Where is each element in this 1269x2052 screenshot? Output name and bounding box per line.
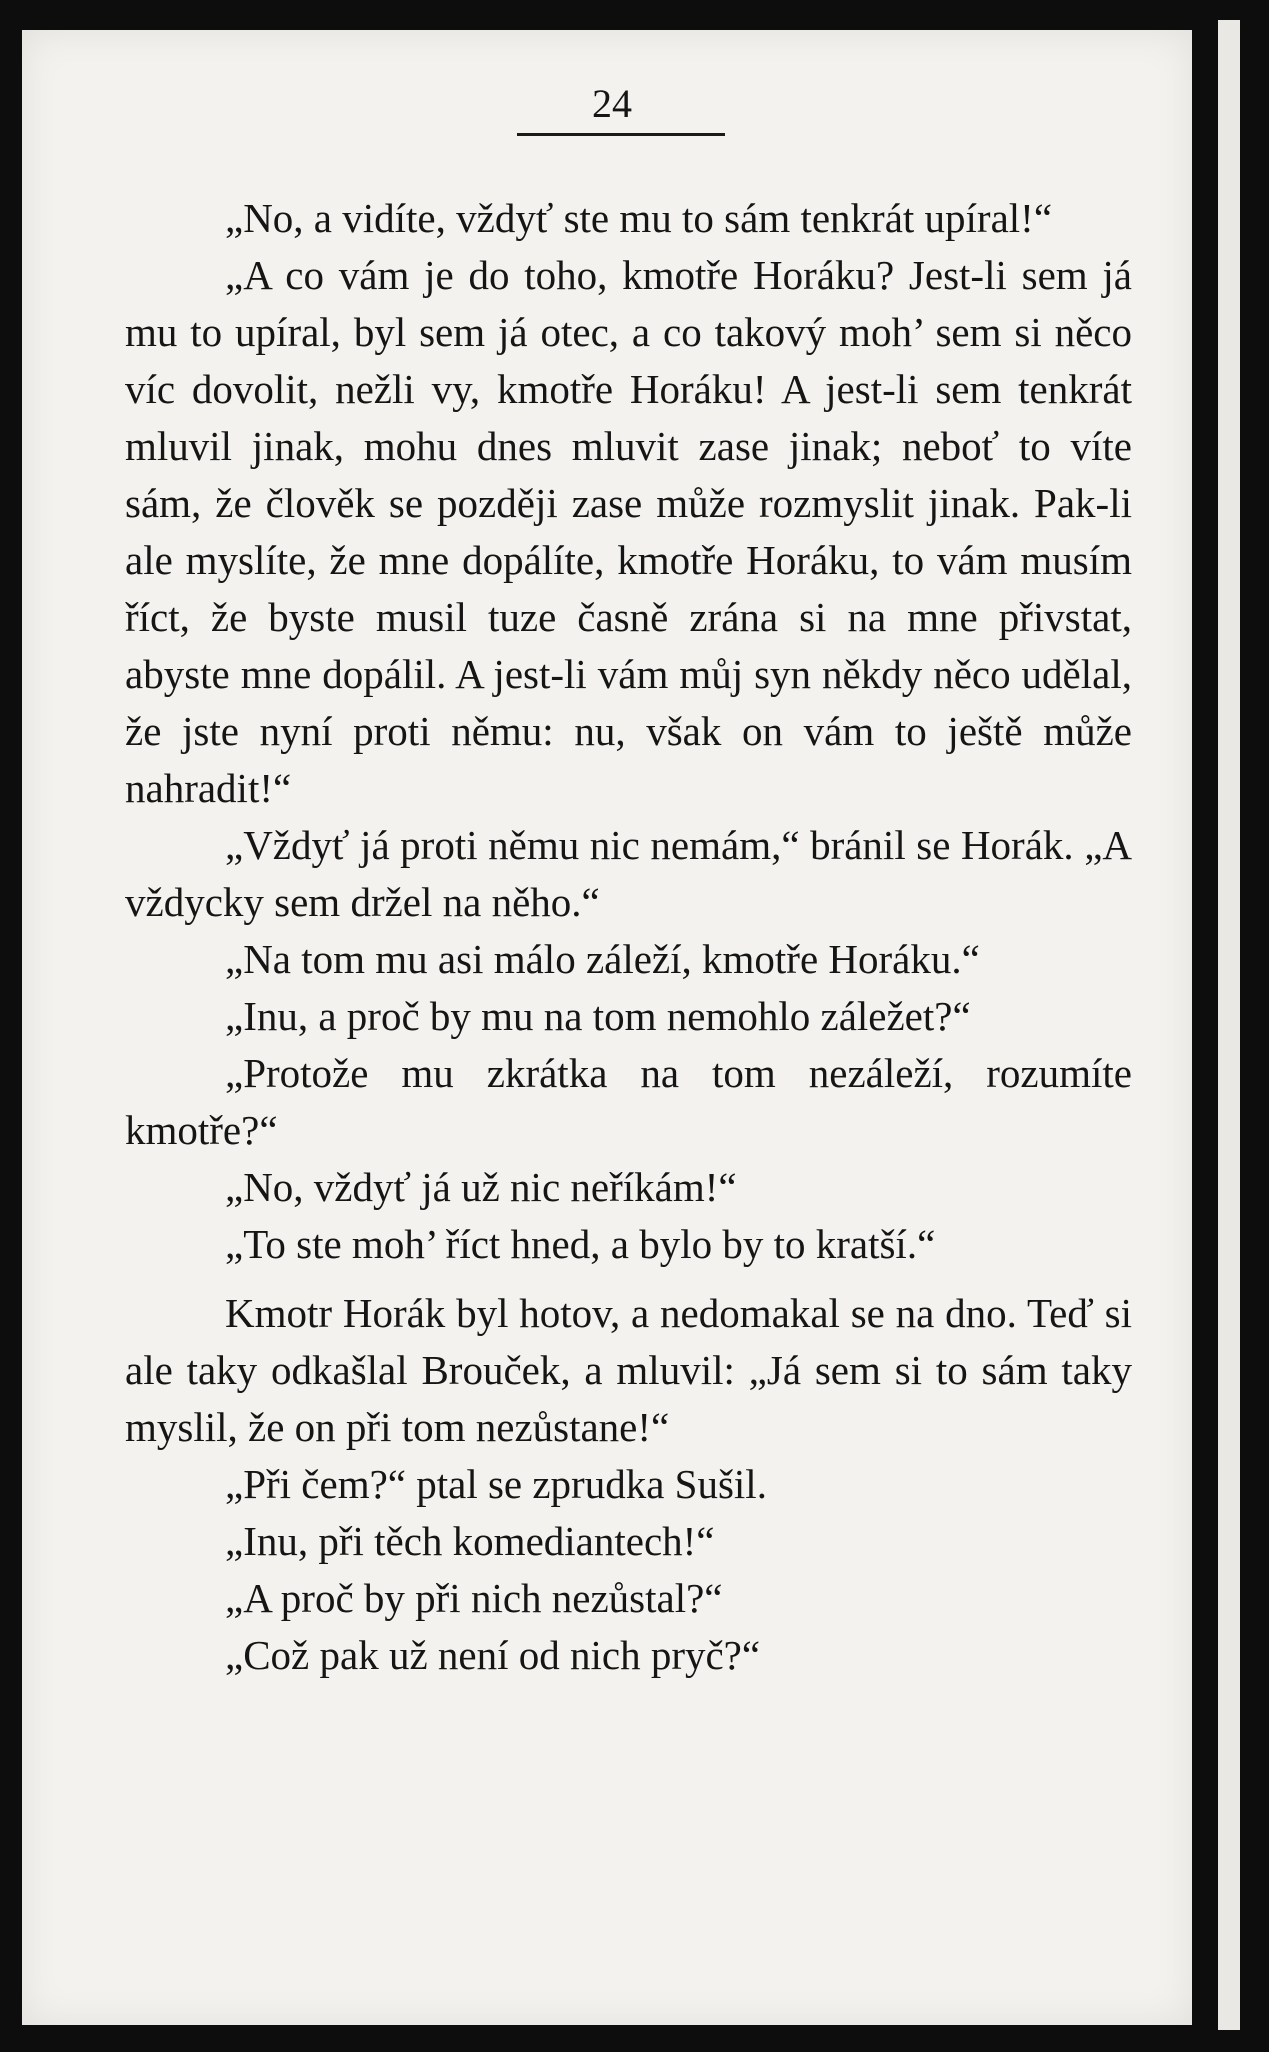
paragraph: „Inu, a proč by mu na tom nemohlo záležet?“ [225,993,971,1039]
body-text [125,190,1132,1684]
paragraph: „Protože mu zkrátka na tom nezáleží, rozumíte kmotře?“ [125,1050,1132,1153]
paragraph: „Což pak už není od nich pryč?“ [225,1632,761,1678]
paragraph: „Vždyť já proti němu nic nemám,“ bránil se Horák. „A vždycky sem držel na něho.“ [125,822,1132,925]
header-rule [517,133,725,136]
paragraph: „No, a vidíte, vždyť ste mu to sám tenkrát upíral!“ [225,195,1053,241]
paragraph: „Při čem?“ ptal se zprudka Sušil. [225,1461,767,1507]
next-page-edge [1218,20,1240,2030]
page-number: 24 [592,81,632,126]
paragraph: „A co vám je do toho, kmotře Horáku? Jest-li sem já mu to upíral, byl sem já otec, a co takový moh’ sem si něco víc dovolit, nežli vy, kmotře Horáku! A jest-li sem tenkrát mluvil jinak, mohu dnes mluvit zase jinak; neboť to víte sám, že člověk se později zase může rozmyslit jinak. Pak-li ale myslíte, že mne dopálíte, kmotře Horáku, to vám musím říct, že byste musil tuze časně zrána si na mne přivstat, abyste mne dopálil. A jest-li vám můj syn někdy něco udělal, že jste nyní proti němu: nu, však on vám to ještě může nahradit!“ [125,252,1132,811]
paragraph: Kmotr Horák byl hotov, a nedomakal se na dno. Teď si ale taky odkašlal Brouček, a mluvil: „Já sem si to sám taky myslil, že on při tom nezůstane!“ [125,1290,1132,1450]
page-sheet [22,30,1192,2025]
paragraph: „Na tom mu asi málo záleží, kmotře Horáku.“ [225,936,980,982]
paragraph: „Inu, při těch komediantech!“ [225,1518,715,1564]
paragraph: „No, vždyť já už nic neříkám!“ [225,1164,737,1210]
paragraph: „To ste moh’ říct hned, a bylo by to kratší.“ [225,1221,936,1267]
paragraph: „A proč by při nich nezůstal?“ [225,1575,723,1621]
